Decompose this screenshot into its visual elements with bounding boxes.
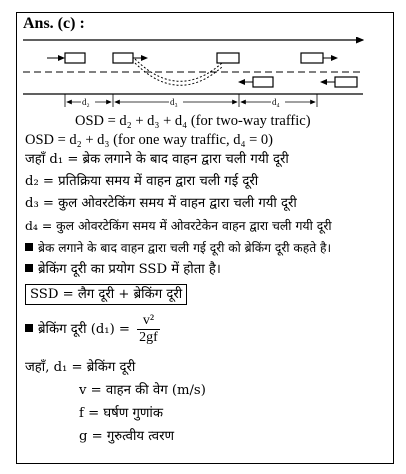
braking-formula-row — [25, 311, 160, 349]
vehicle-upper-3 — [217, 53, 239, 63]
where-d1: जहाँ, d₁ = ब्रेकिंग दूरी — [25, 360, 136, 375]
where-v: v = वाहन की वेग (m/s) — [79, 383, 206, 398]
point-ssd-text: ब्रेकिंग दूरी का प्रयोग SSD में होता है। — [38, 262, 221, 277]
osd-diagram — [17, 37, 393, 111]
vehicle-upper-4 — [301, 53, 337, 63]
vehicle-lower-1 — [239, 77, 273, 87]
bullet-icon — [25, 243, 33, 251]
ssd-formula-box: SSD = लैग दूरी + ब्रेकिंग दूरी — [25, 284, 187, 305]
fraction-numerator: v² — [142, 313, 155, 328]
label-d3: d₃ — [170, 97, 178, 107]
answer-card — [16, 12, 394, 464]
definition-d4: d₄ = कुल ओवरटेकिंग समय में ओवरटेकेन वाहन द्वारा चली गयी दूरी — [25, 218, 332, 233]
where-g: g = गुरुत्वीय त्वरण — [79, 429, 175, 444]
where-f: f = घर्षण गुणांक — [79, 406, 163, 421]
definition-d3: d₃ = कुल ओवरटेकिंग समय में वाहन द्वारा चली गयी दूरी — [25, 196, 297, 211]
vehicle-lower-2 — [321, 77, 357, 87]
label-d2: d₂ — [82, 97, 90, 107]
overtaking-path-upper — [135, 59, 222, 81]
ssd-formula-row — [25, 284, 187, 305]
definition-d2: d₂ = प्रतिक्रिया समय में वाहन द्वारा चली गई दूरी — [25, 174, 259, 189]
fraction-denominator: 2gf — [139, 330, 158, 345]
formula-one-way: OSD = d₂ + d₃ (for one way traffic, d₄ = 0) — [25, 132, 274, 148]
answer-heading: Ans. (c) : — [23, 15, 85, 32]
point-braking-distance — [25, 239, 331, 257]
formula-two-way: OSD = d₂ + d₃ + d₄ (for two-way traffic) — [75, 113, 311, 129]
bullet-icon — [25, 264, 33, 272]
definition-d1: जहाँ d₁ = ब्रेक लगाने के बाद वाहन द्वारा चली गयी दूरी — [25, 152, 289, 167]
braking-formula-lhs: ब्रेकिंग दूरी (d₁) = — [38, 322, 130, 337]
bullet-icon — [25, 324, 33, 332]
vehicle-upper-2 — [113, 53, 147, 63]
braking-fraction — [137, 313, 160, 346]
label-d4: d₄ — [272, 97, 280, 107]
point-braking-text: ब्रेक लगाने के बाद वाहन द्वारा चली गई दूरी को ब्रेकिंग दूरी कहते है। — [38, 241, 332, 255]
point-ssd — [25, 261, 221, 279]
overtaking-path-lower — [135, 63, 222, 85]
vehicle-upper-1 — [47, 53, 85, 63]
